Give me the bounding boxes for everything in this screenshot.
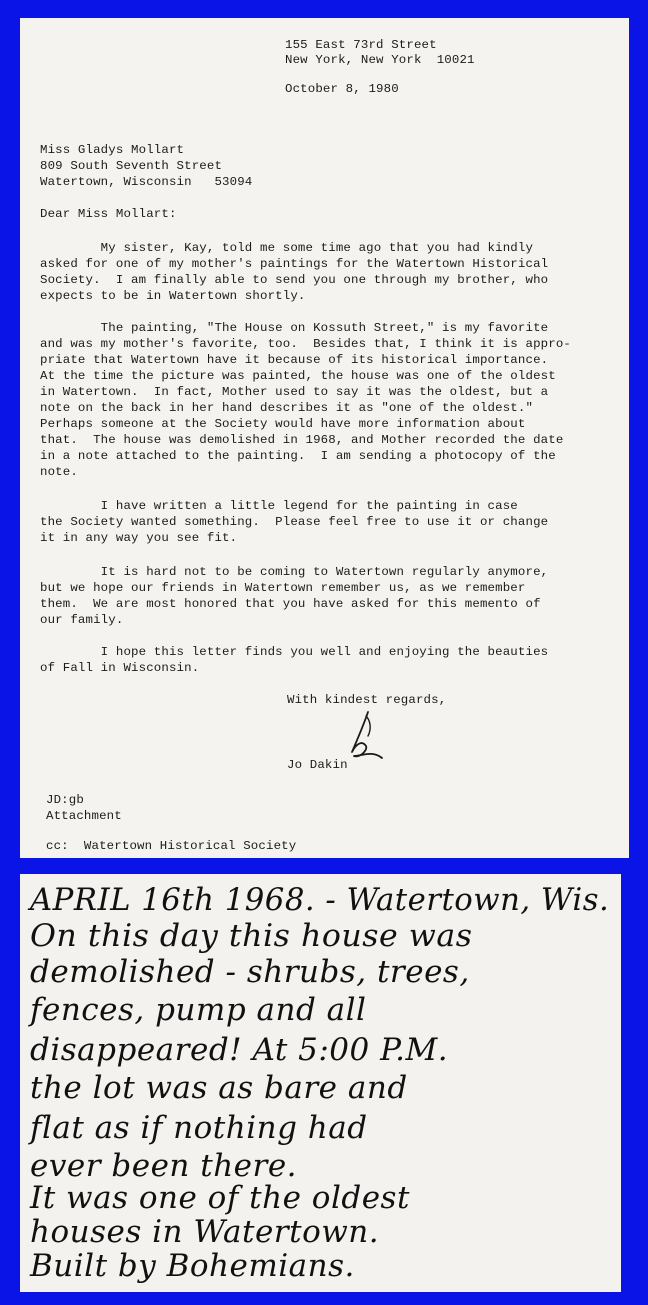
note-line: On this day this house was	[30, 918, 473, 954]
body-line: them. We are most honored that you have asked for this memento of	[40, 597, 541, 611]
body-line: Society. I am finally able to send you one through my brother, who	[40, 273, 549, 287]
body-line: note on the back in her hand describes it as "one of the oldest."	[40, 401, 534, 415]
closing: With kindest regards,	[287, 693, 447, 707]
body-line: It is hard not to be coming to Watertown regularly anymore,	[40, 565, 549, 579]
note-line: demolished - shrubs, trees,	[30, 954, 470, 990]
cc-line: cc: Watertown Historical Society	[46, 839, 297, 853]
body-line: At the time the picture was painted, the house was one of the oldest	[40, 369, 556, 383]
recipient-name: Miss Gladys Mollart	[40, 143, 185, 157]
body-line: that. The house was demolished in 1968, and Mother recorded the date	[40, 433, 564, 447]
body-line: asked for one of my mother's paintings for the Watertown Historical	[40, 257, 549, 271]
recipient-city: Watertown, Wisconsin 53094	[40, 175, 253, 189]
recipient-street: 809 South Seventh Street	[40, 159, 223, 173]
note-line: flat as if nothing had	[30, 1110, 368, 1146]
note-line: APRIL 16th 1968. - Watertown, Wis.	[30, 882, 610, 918]
body-line: The painting, "The House on Kossuth Street," is my favorite	[40, 321, 549, 335]
body-line: note.	[40, 465, 78, 479]
note-line: ever been there.	[30, 1148, 298, 1184]
letter-page	[20, 18, 629, 858]
signature-mark	[338, 706, 386, 766]
note-line: Built by Bohemians.	[30, 1248, 355, 1284]
body-line: I have written a little legend for the painting in case	[40, 499, 518, 513]
body-line: of Fall in Wisconsin.	[40, 661, 200, 675]
note-line: disappeared! At 5:00 P.M.	[30, 1032, 449, 1068]
note-line: fences, pump and all	[30, 992, 367, 1028]
body-line: My sister, Kay, told me some time ago that you had kindly	[40, 241, 534, 255]
letter-date: October 8, 1980	[285, 82, 399, 96]
body-line: but we hope our friends in Watertown remember us, as we remember	[40, 581, 526, 595]
body-line: in a note attached to the painting. I am sending a photocopy of the	[40, 449, 556, 463]
body-line: our family.	[40, 613, 124, 627]
body-line: priate that Watertown have it because of its historical importance.	[40, 353, 549, 367]
signer-name: Jo Dakin	[287, 758, 348, 772]
body-line: I hope this letter finds you well and enjoying the beauties	[40, 645, 549, 659]
handwritten-note	[20, 874, 621, 1292]
sender-city: New York, New York 10021	[285, 53, 475, 67]
body-line: in Watertown. In fact, Mother used to say it was the oldest, but a	[40, 385, 549, 399]
body-line: expects to be in Watertown shortly.	[40, 289, 306, 303]
note-line: the lot was as bare and	[30, 1070, 408, 1106]
body-line: it in any way you see fit.	[40, 531, 238, 545]
note-line: houses in Watertown.	[30, 1214, 380, 1250]
note-line: It was one of the oldest	[30, 1180, 410, 1216]
sender-street: 155 East 73rd Street	[285, 38, 437, 52]
typist-initials: JD:gb	[46, 793, 84, 807]
enclosure-note: Attachment	[46, 809, 122, 823]
body-line: Perhaps someone at the Society would have more information about	[40, 417, 526, 431]
body-line: the Society wanted something. Please feel free to use it or change	[40, 515, 549, 529]
body-line: and was my mother's favorite, too. Besides that, I think it is appro-	[40, 337, 571, 351]
salutation: Dear Miss Mollart:	[40, 207, 177, 221]
